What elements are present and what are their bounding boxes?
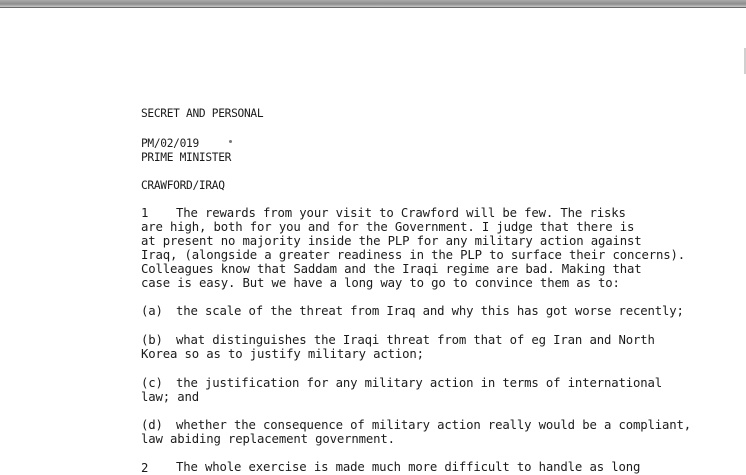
- paragraph-2-number: 2: [141, 461, 149, 475]
- reference-number: PM/02/019: [141, 137, 199, 150]
- scanned-document-page: [0, 8, 746, 473]
- list-item-text: the scale of the threat from Iraq and why this has got worse recently;: [176, 304, 684, 318]
- subject-line: CRAWFORD/IRAQ: [141, 179, 225, 192]
- list-item-text: the justification for any military action in terms of international: [176, 376, 662, 390]
- classification-heading: SECRET AND PERSONAL: [141, 107, 264, 120]
- list-item-label: (b): [141, 333, 163, 347]
- list-item-text: law; and: [141, 390, 200, 404]
- window-top-border: [0, 0, 746, 8]
- paragraph-1-line: Colleagues know that Saddam and the Iraqi regime are bad. Making that: [141, 262, 642, 276]
- scan-speck: [229, 140, 232, 143]
- paragraph-2-line: The whole exercise is made much more difficult to handle as long: [176, 460, 641, 474]
- list-item-label: (d): [141, 418, 163, 432]
- list-item-label: (a): [141, 304, 163, 318]
- addressee: PRIME MINISTER: [141, 151, 232, 164]
- list-item-text: law abiding replacement government.: [141, 432, 395, 446]
- list-item-text: Korea so as to justify military action;: [141, 347, 424, 361]
- paragraph-1-line: at present no majority inside the PLP for any military action against: [141, 234, 642, 248]
- list-item-label: (c): [141, 376, 163, 390]
- paragraph-1-line: The rewards from your visit to Crawford will be few. The risks: [176, 206, 626, 220]
- list-item-text: what distinguishes the Iraqi threat from that of eg Iran and North: [176, 333, 655, 347]
- paragraph-1-line: are high, both for you and for the Government. I judge that there is: [141, 220, 635, 234]
- paragraph-1-line: Iraq, (alongside a greater readiness in the PLP to surface their concerns).: [141, 248, 686, 262]
- paragraph-1-number: 1: [141, 206, 149, 220]
- list-item-text: whether the consequence of military action really would be a compliant,: [176, 418, 691, 432]
- paragraph-1-line: case is easy. But we have a long way to go to convince them as to:: [141, 276, 620, 290]
